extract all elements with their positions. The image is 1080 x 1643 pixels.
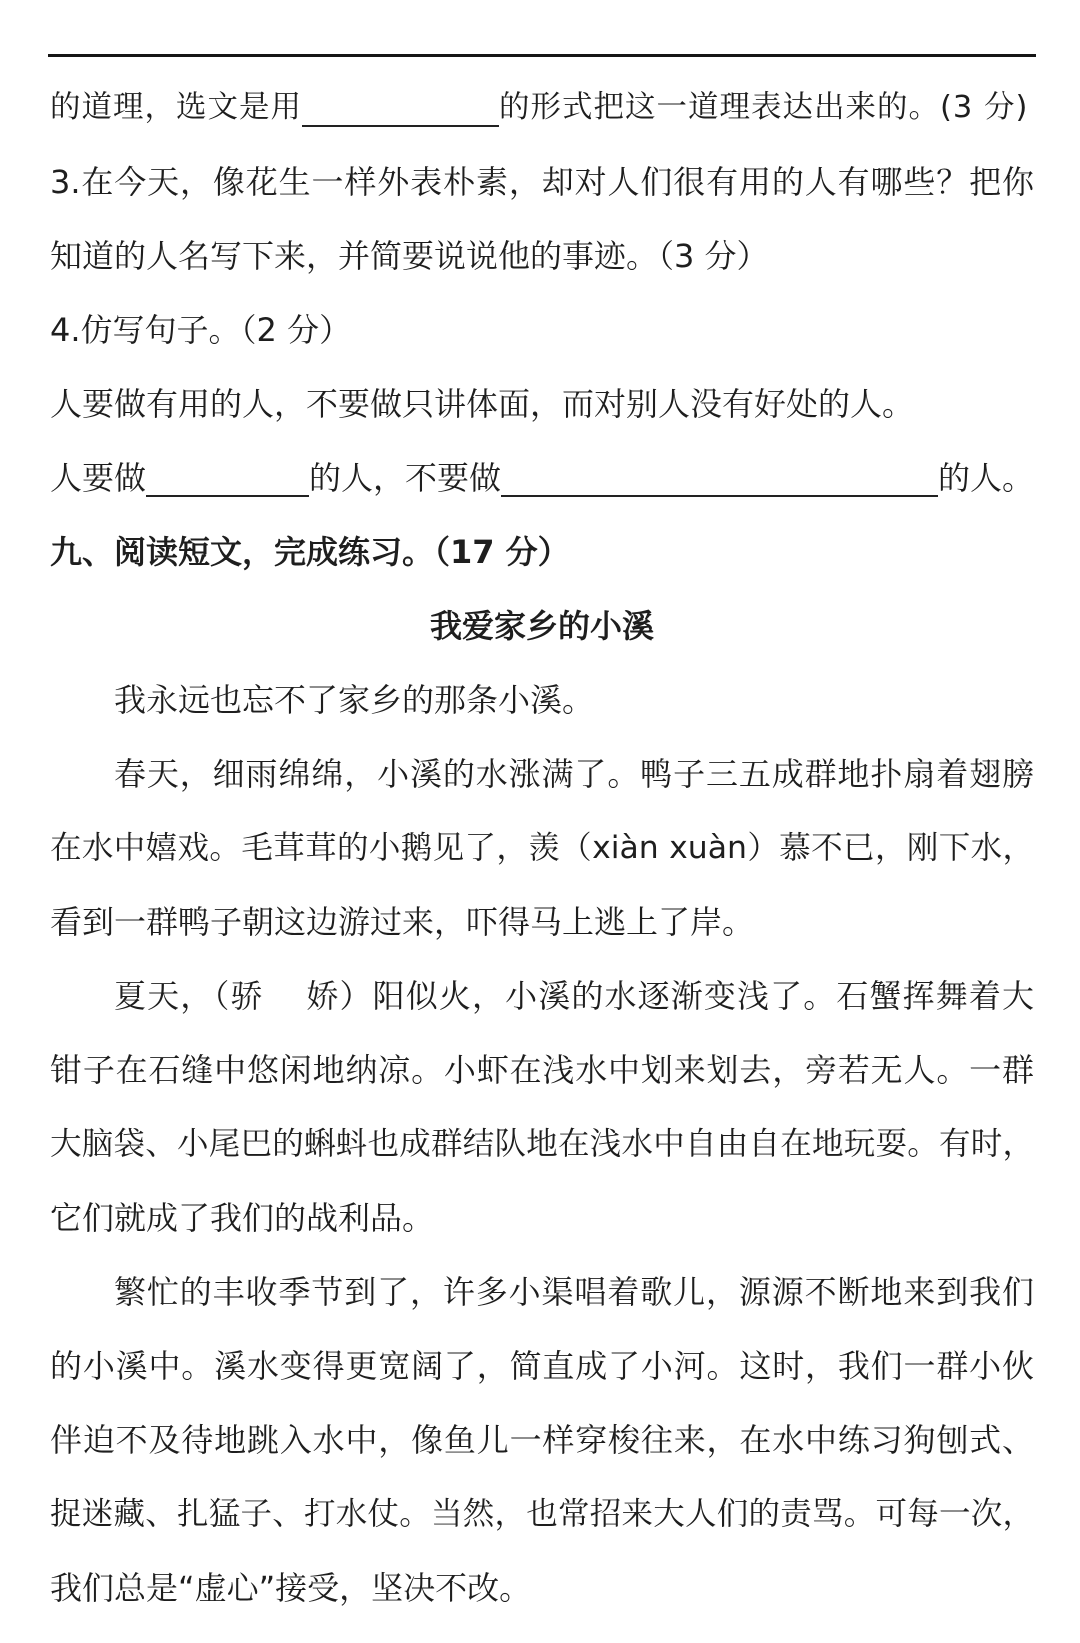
passage-line: 看到一群鸭子朝这边游过来，吓得马上逃上了岸。: [50, 903, 755, 941]
passage-line: 我永远也忘不了家乡的那条小溪。: [114, 681, 595, 719]
question-3-line: 知道的人名写下来，并简要说说他的事迹。（3 分）: [50, 237, 769, 275]
fill-text-part3: 的人。: [937, 459, 1034, 497]
passage-line: 的小溪中。溪水变得更宽阔了，简直成了小河。这时，我们一群小伙: [50, 1347, 1034, 1385]
passage-line: 我们总是“虚心”接受，坚决不改。: [50, 1569, 532, 1607]
choice-option: 娇: [305, 977, 340, 1015]
passage-line: 伴迫不及待地跳入水中，像鱼儿一样穿梭往来，在水中练习狗刨式、: [50, 1421, 1034, 1459]
passage-line: 钳子在石缝中悠闲地纳凉。小虾在浅水中划来划去，旁若无人。一群: [50, 1051, 1034, 1089]
question-3-line: 3.在今天，像花生一样外表朴素，却对人们很有用的人有哪些？把你: [50, 163, 1034, 201]
fill-text-part1: 人要做: [50, 459, 147, 497]
choice-option: 骄: [230, 977, 264, 1015]
answer-blank: [302, 91, 499, 127]
exam-page: [50, 71, 1034, 1625]
question-4-example-sentence: 人要做有用的人，不要做只讲体面，而对别人没有好处的人。: [50, 385, 915, 423]
passage-line-with-choice: [50, 959, 1034, 1033]
passage-line: 大脑袋、小尾巴的蝌蚪也成群结队地在浅水中自由自在地玩耍。有时，: [50, 1126, 1034, 1162]
passage-line: 它们就成了我们的战利品。: [50, 1199, 435, 1237]
passage-line: 捉迷藏、扎猛子、打水仗。当然，也常招来大人们的责骂。可每一次，: [50, 1496, 1034, 1532]
section-9-heading: 九、阅读短文，完成练习。（17 分）: [50, 533, 570, 571]
choice-line-after: ）阳似火，小溪的水逐渐变浅了。石蟹挥舞着大: [339, 977, 1034, 1015]
question-2-line: [50, 71, 1034, 145]
fill-text-part2: 的人，不要做: [309, 459, 502, 497]
passage-line: 春天，细雨绵绵，小溪的水涨满了。鸭子三五成群地扑扇着翅膀: [114, 755, 1034, 793]
question-2-text-before-blank: 的道理，选文是用: [50, 90, 302, 125]
top-rule: [48, 54, 1036, 57]
passage-title: 我爱家乡的小溪: [429, 607, 654, 645]
passage-line: 繁忙的丰收季节到了，许多小渠唱着歌儿，源源不断地来到我们: [114, 1273, 1034, 1311]
question-4-fill-sentence: [50, 441, 1034, 515]
answer-blank: [146, 461, 309, 497]
passage-line: 在水中嬉戏。毛茸茸的小鹅见了，羡（xiàn xuàn）慕不已，刚下水，: [50, 830, 1034, 866]
question-4-prompt: 4.仿写句子。（2 分）: [50, 311, 352, 349]
answer-blank: [501, 461, 938, 497]
choice-line-before: 夏天，（: [114, 977, 231, 1015]
question-2-text-after-blank: 的形式把这一道理表达出来的。(3 分): [499, 90, 1029, 125]
